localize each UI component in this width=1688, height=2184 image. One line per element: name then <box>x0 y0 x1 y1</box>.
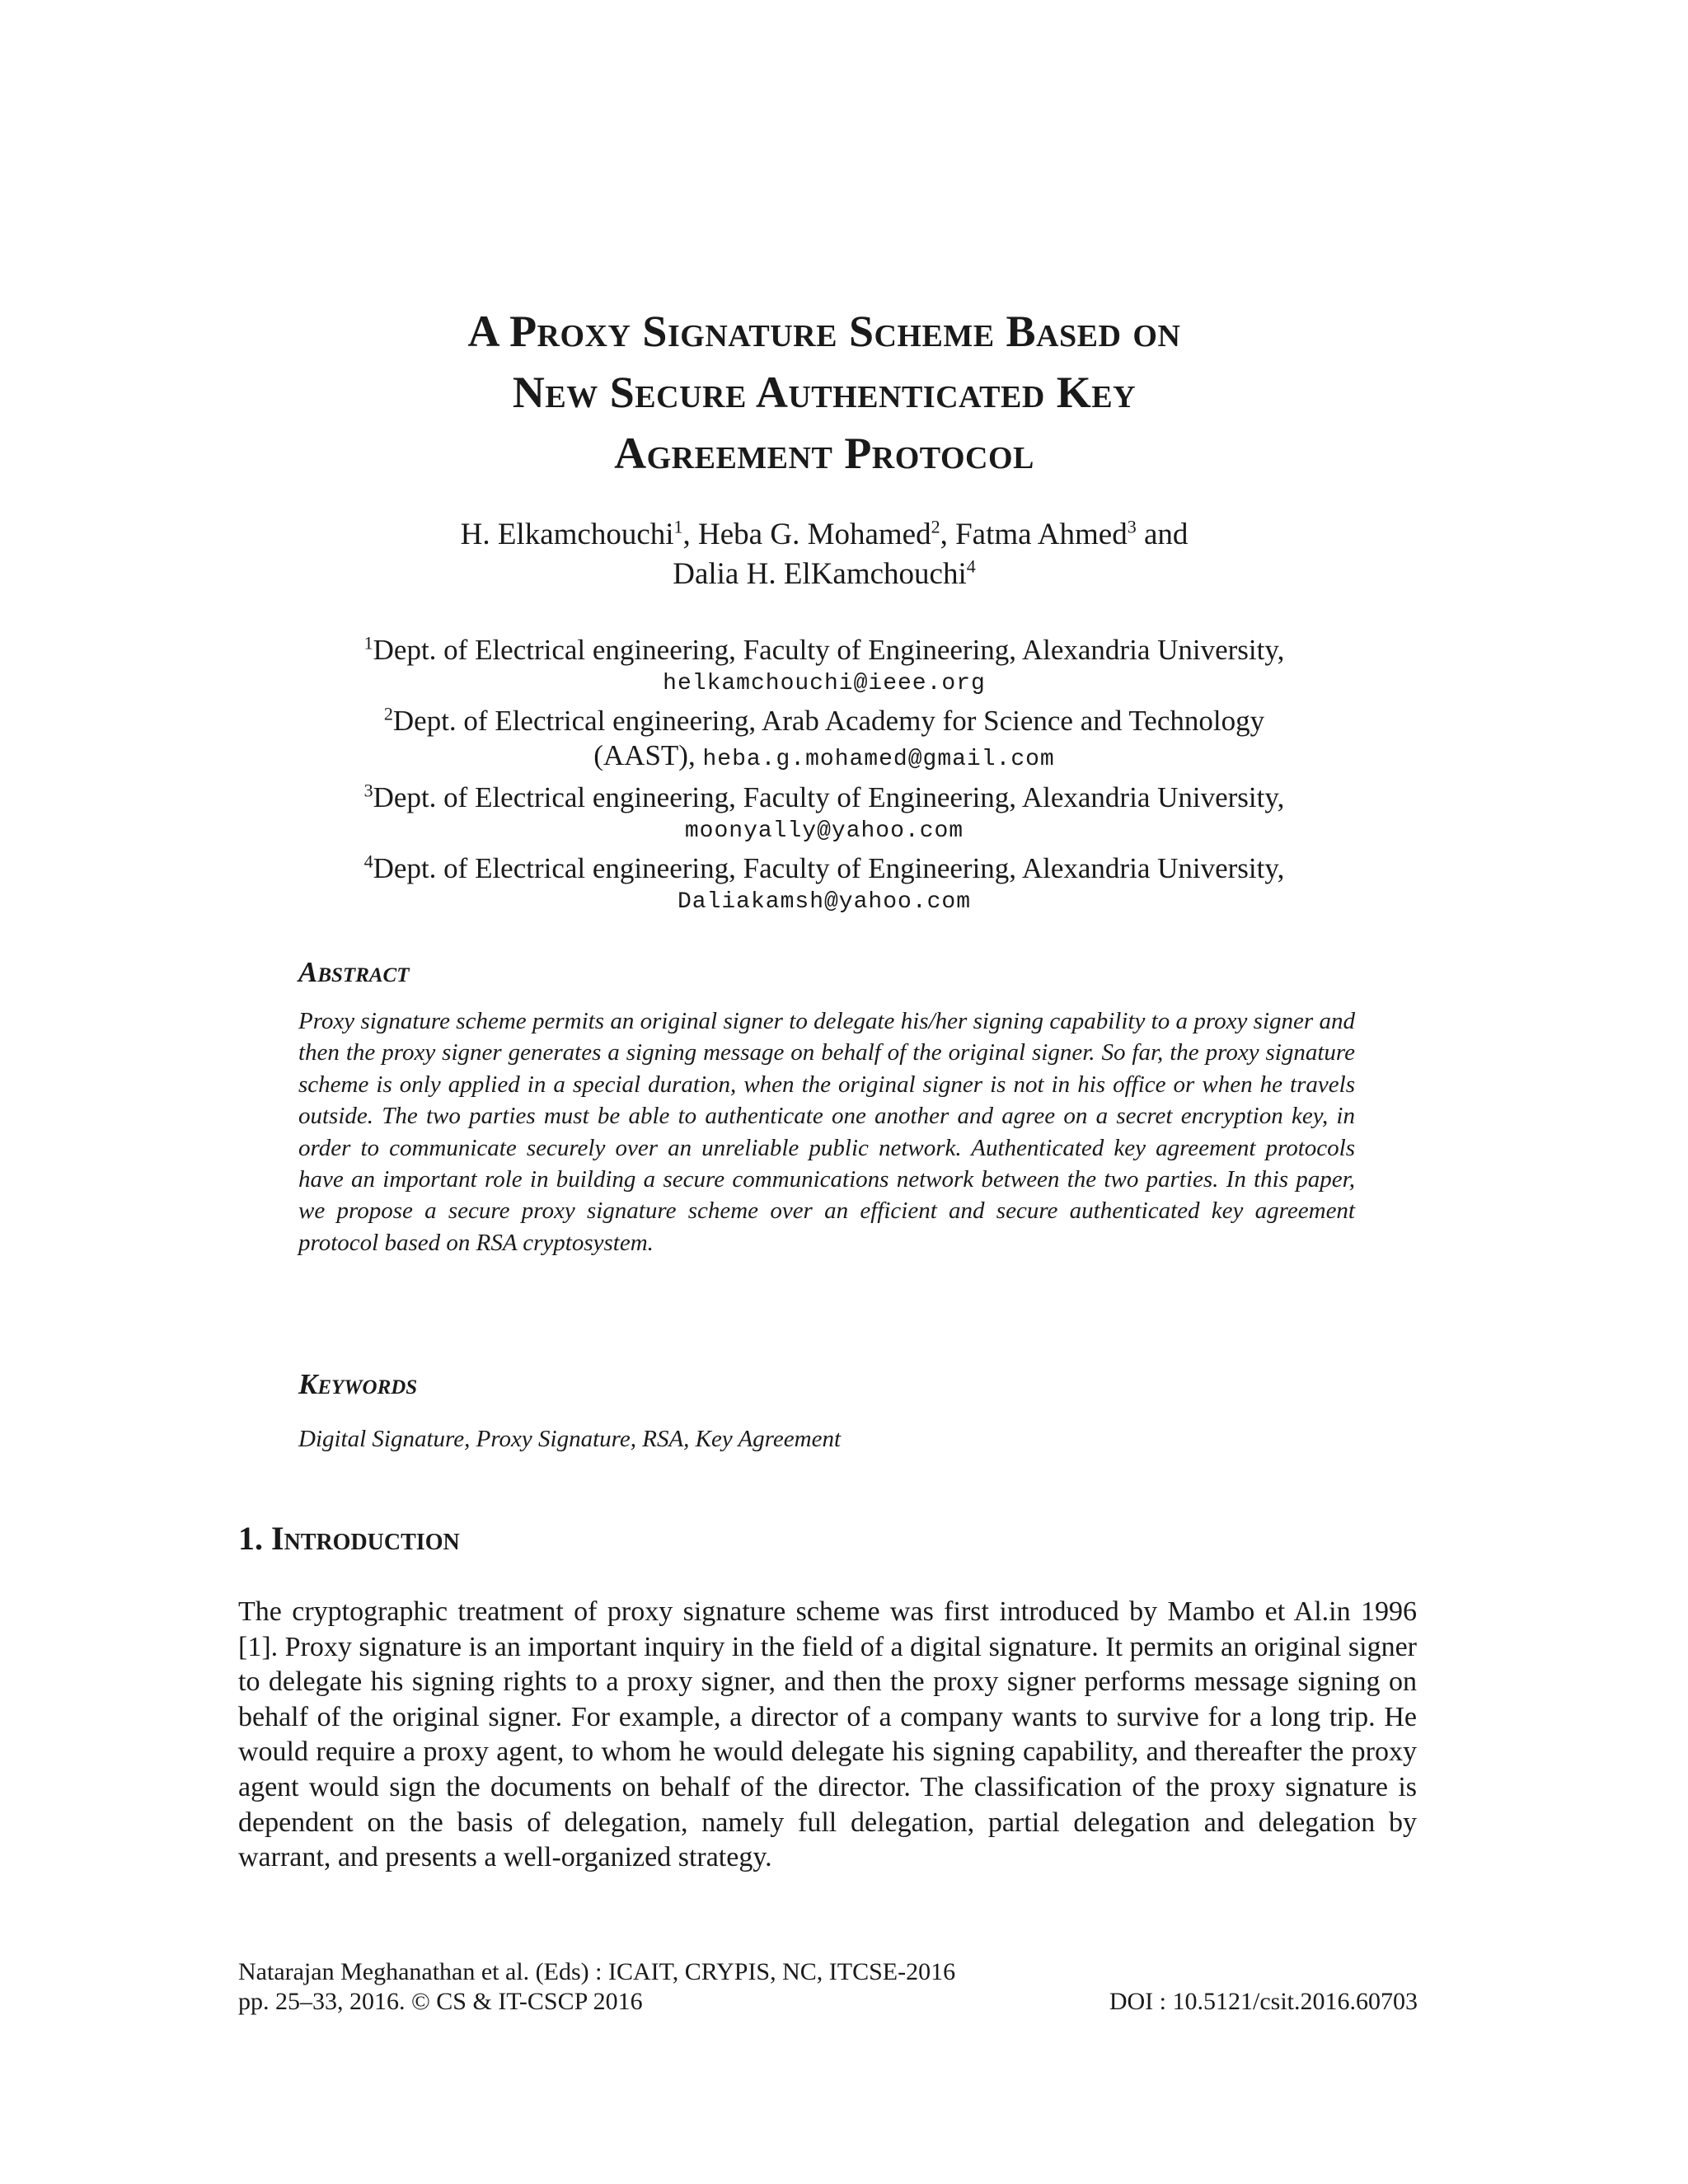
affiliation-email: helkamchouchi@ieee.org <box>663 671 986 696</box>
affiliation-text: Dept. of Electrical engineering, Arab Academy for Science and Technology <box>392 705 1265 737</box>
author-name: Dalia H. ElKamchouchi <box>673 557 967 591</box>
affiliation-3 <box>206 780 1442 815</box>
author-line-2 <box>206 555 1442 594</box>
author-name: , Fatma Ahmed <box>940 518 1128 551</box>
affiliations <box>206 633 1442 922</box>
author-name: H. Elkamchouchi <box>460 518 674 551</box>
footer-pages: pp. 25–33, 2016. © CS & IT-CSCP 2016 <box>238 1988 643 2015</box>
author-superscript: 4 <box>966 555 976 577</box>
author-list <box>206 515 1442 594</box>
affiliation-2 <box>206 704 1442 738</box>
footer-editors: Natarajan Meghanathan et al. (Eds) : ICAIT, CRYPIS, NC, ITCSE-2016 <box>238 1958 956 1985</box>
affiliation-text: Dept. of Electrical engineering, Faculty of Engineering, Alexandria University, <box>373 852 1285 884</box>
abstract-heading: Abstract <box>298 956 410 988</box>
affiliation-text: Dept. of Electrical engineering, Faculty of Engineering, Alexandria University, <box>373 634 1285 666</box>
affiliation-number: 1 <box>363 632 373 654</box>
affiliation-email: Daliakamsh@yahoo.com <box>677 889 972 915</box>
footer-doi: DOI : 10.5121/csit.2016.60703 <box>1109 1988 1418 2015</box>
footer-citation <box>238 1957 955 2017</box>
keywords-text: Digital Signature, Proxy Signature, RSA, Key Agreement <box>298 1426 842 1452</box>
author-superscript: 2 <box>931 516 940 537</box>
affiliation-text: Dept. of Electrical engineering, Faculty of Engineering, Alexandria University, <box>373 781 1285 813</box>
introduction-text: The cryptographic treatment of proxy signature scheme was first introduced by Mambo et Al.in 1996 [1]. Proxy signature is an important inquiry in the field of a digital signature. It permits an original signer to delegate his signing rights to a proxy signer, and then the proxy signer performs message signing on behalf of the original signer. For example, a director of a company wants to survive for a long trip. He would require a proxy agent, to whom he would delegate his signing capability, and thereafter the proxy agent would sign the documents on behalf of the director. The classification of the proxy signature is dependent on the basis of delegation, namely full delegation, partial delegation and delegation by warrant, and presents a well-organized strategy. <box>238 1596 1417 1873</box>
author-name: , Heba G. Mohamed <box>682 518 931 551</box>
affiliation-number: 4 <box>363 851 373 872</box>
introduction-heading: 1. Introduction <box>238 1520 460 1557</box>
affiliation-4 <box>206 851 1442 886</box>
author-superscript: 3 <box>1127 516 1137 537</box>
title-line-3: Agreement Protocol <box>614 429 1034 478</box>
affiliation-text: (AAST), <box>593 739 703 771</box>
keywords-heading: Keywords <box>298 1368 418 1400</box>
title-line-2: New Secure Authenticated Key <box>512 368 1137 417</box>
author-superscript: 1 <box>673 516 683 537</box>
abstract-text: Proxy signature scheme permits an original signer to delegate his/her signing capability to a proxy signer and then the proxy signer generates a signing message on behalf of the original signer. So far, the proxy signature scheme is only applied in a special duration, when the original signer is not in his office or when he travels outside. The two parties must be able to authenticate one another and agree on a secret encryption key, in order to communicate securely over an unreliable public network. Authenticated key agreement protocols have an important role in building a secure communications network between the two parties. In this paper, we propose a secure proxy signature scheme over an efficient and secure authenticated key agreement protocol based on RSA cryptosystem. <box>298 1008 1355 1256</box>
affiliation-number: 3 <box>363 780 373 801</box>
affiliation-1 <box>206 633 1442 668</box>
affiliation-email: heba.g.mohamed@gmail.com <box>702 747 1055 772</box>
affiliation-number: 2 <box>383 703 393 724</box>
affiliation-email: moonyally@yahoo.com <box>684 818 964 844</box>
paper-title <box>206 301 1442 484</box>
author-line-1 <box>206 515 1442 555</box>
title-line-1: A Proxy Signature Scheme Based on <box>467 307 1181 356</box>
author-conjunction: and <box>1136 518 1189 551</box>
affiliation-2-continued <box>206 738 1442 777</box>
